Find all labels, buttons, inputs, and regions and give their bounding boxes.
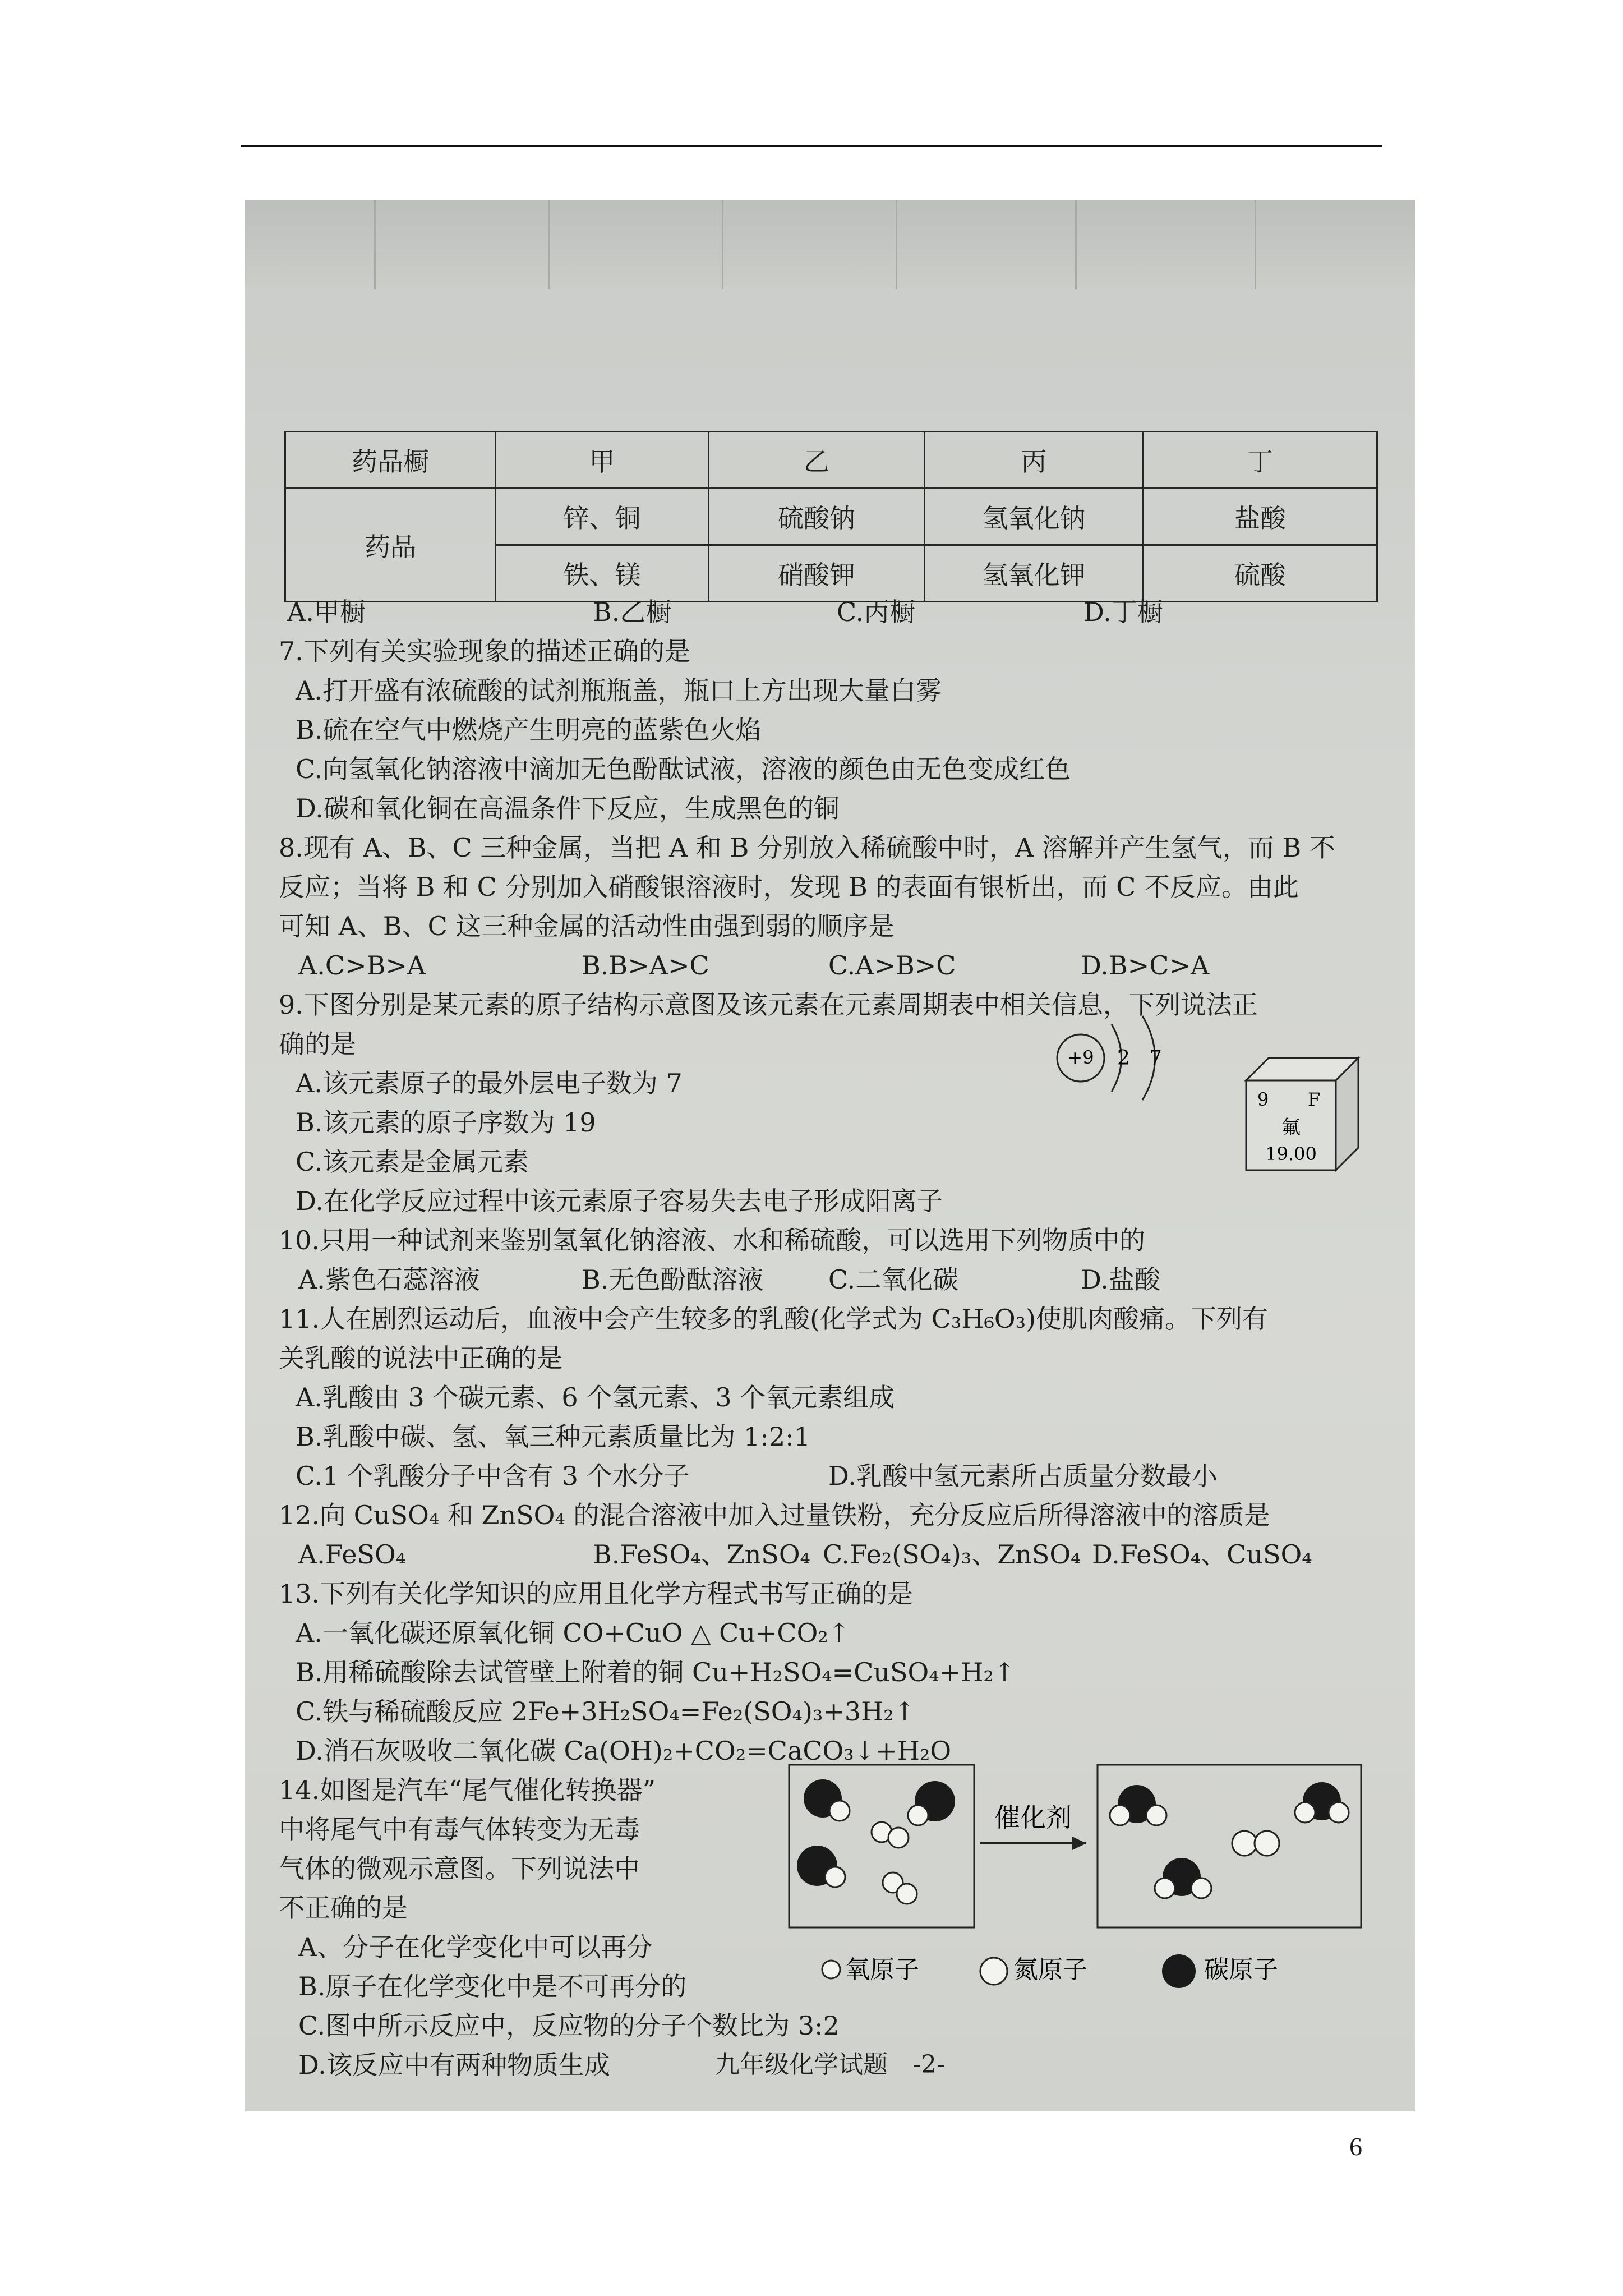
atomic-mass: 19.00: [1265, 1143, 1317, 1165]
q7-option-a: A.打开盛有浓硫酸的试剂瓶瓶盖，瓶口上方出现大量白雾: [296, 675, 942, 706]
q12-option-b: B.FeSO₄、ZnSO₄: [593, 1539, 810, 1570]
q11-stem-line: 关乳酸的说法中正确的是: [279, 1343, 562, 1373]
medicine-cabinet-table: [284, 431, 1378, 602]
q9-option-a: A.该元素原子的最外层电子数为 7: [296, 1068, 683, 1098]
q12-option-d: D.FeSO₄、CuSO₄: [1092, 1539, 1312, 1570]
table-cell: 丙: [925, 432, 1144, 489]
top-rule: [241, 145, 1382, 147]
legend-oxygen: 氧原子: [845, 1955, 919, 1984]
q9-stem-line: 确的是: [279, 1029, 356, 1059]
atom-structure-diagram: [1047, 1002, 1193, 1114]
table-cell: 药品橱: [285, 432, 496, 489]
q14-stem-line: 14.如图是汽车“尾气催化转换器”: [279, 1775, 656, 1805]
q8-option-a: A.C>B>A: [298, 950, 426, 981]
q12-option-c: C.Fe₂(SO₄)₃、ZnSO₄: [823, 1539, 1081, 1570]
q14-stem-line: 气体的微观示意图。下列说法中: [279, 1853, 640, 1884]
table-cell: 氢氧化钠: [925, 489, 1144, 545]
catalyst-label: 催化剂: [994, 1802, 1072, 1833]
q14-option-b: B.原子在化学变化中是不可再分的: [298, 1971, 687, 2001]
element-symbol: F: [1308, 1089, 1321, 1110]
q8-option-d: D.B>C>A: [1081, 950, 1210, 981]
nucleus-charge: +9: [1067, 1047, 1094, 1068]
q6-option-c: C.丙橱: [837, 597, 916, 627]
q6-option-a: A.甲橱: [287, 597, 366, 627]
q8-option-c: C.A>B>C: [828, 950, 956, 981]
q7-stem: 7.下列有关实验现象的描述正确的是: [279, 636, 690, 666]
carbon-atom-icon: [1162, 1954, 1196, 1988]
scanned-exam-photo: [245, 200, 1415, 2111]
q10-option-a: A.紫色石蕊溶液: [298, 1264, 480, 1295]
q7-option-c: C.向氢氧化钠溶液中滴加无色酚酞试液，溶液的颜色由无色变成红色: [296, 754, 1071, 784]
table-cell: 硫酸钠: [709, 489, 925, 545]
q9-stem-line: 9.下图分别是某元素的原子结构示意图及该元素在元素周期表中相关信息，下列说法正: [279, 990, 1258, 1020]
table-row: [285, 489, 1377, 545]
nitrogen-atom-icon: [980, 1958, 1007, 1985]
q13-option-a: A.一氧化碳还原氧化铜 CO+CuO △ Cu+CO₂↑: [296, 1618, 850, 1648]
table-cell: 硫酸: [1144, 545, 1377, 602]
page-number: 6: [1349, 2132, 1362, 2161]
q11-option-a: A.乳酸由 3 个碳元素、6 个氢元素、3 个氧元素组成: [296, 1382, 895, 1412]
q11-option-b: B.乳酸中碳、氢、氧三种元素质量比为 1:2:1: [296, 1421, 810, 1452]
table-header-row: [285, 432, 1377, 489]
q8-stem-line: 反应；当将 B 和 C 分别加入硝酸银溶液时，发现 B 的表面有银析出，而 C 不反应。由此: [279, 872, 1299, 902]
q11-stem-line: 11.人在剧烈运动后，血液中会产生较多的乳酸(化学式为 C₃H₆O₃)使肌肉酸痛。下列有: [279, 1304, 1269, 1334]
q9-option-d: D.在化学反应过程中该元素原子容易失去电子形成阳离子: [296, 1186, 943, 1216]
q9-option-b: B.该元素的原子序数为 19: [296, 1107, 596, 1138]
q11-option-c: C.1 个乳酸分子中含有 3 个水分子: [296, 1461, 690, 1491]
q6-option-b: B.乙橱: [593, 597, 672, 627]
legend-carbon: 碳原子: [1204, 1955, 1278, 1984]
q8-option-b: B.B>A>C: [582, 950, 709, 981]
oxygen-atom-icon: [822, 1961, 840, 1978]
table-cell: 乙: [709, 432, 925, 489]
table-cell: 锌、铜: [496, 489, 709, 545]
table-cell: 丁: [1144, 432, 1377, 489]
q12-stem: 12.向 CuSO₄ 和 ZnSO₄ 的混合溶液中加入过量铁粉，充分反应后所得溶液中的溶质是: [279, 1500, 1270, 1530]
table-cell: 硝酸钾: [709, 545, 925, 602]
q8-stem-line: 8.现有 A、B、C 三种金属，当把 A 和 B 分别放入稀硫酸中时，A 溶解并产生氢气，而 B 不: [279, 832, 1335, 863]
periodic-table-cell: [1241, 1052, 1364, 1176]
q10-option-c: C.二氧化碳: [828, 1264, 959, 1295]
q13-option-b: B.用稀硫酸除去试管壁上附着的铜 Cu+H₂SO₄=CuSO₄+H₂↑: [296, 1657, 1016, 1687]
q13-option-d: D.消石灰吸收二氧化碳 Ca(OH)₂+CO₂=CaCO₃↓+H₂O: [296, 1736, 952, 1766]
q11-option-d: D.乳酸中氢元素所占质量分数最小: [828, 1461, 1218, 1491]
q6-option-d: D.丁橱: [1083, 597, 1163, 627]
faded-header-strip: [245, 200, 1415, 289]
q14-option-a: A、分子在化学变化中可以再分: [298, 1932, 653, 1962]
exam-footer: 九年级化学试题 -2-: [715, 2050, 945, 2079]
element-name: 氟: [1281, 1116, 1301, 1139]
catalytic-converter-diagram: [783, 1759, 1372, 2017]
q13-stem: 13.下列有关化学知识的应用且化学方程式书写正确的是: [279, 1579, 914, 1609]
q13-option-c: C.铁与稀硫酸反应 2Fe+3H₂SO₄=Fe₂(SO₄)₃+3H₂↑: [296, 1696, 916, 1727]
q10-option-d: D.盐酸: [1081, 1264, 1160, 1295]
table-cell: 氢氧化钾: [925, 545, 1144, 602]
shell-1-electrons: 2: [1117, 1047, 1130, 1070]
shell-2-electrons: 7: [1149, 1047, 1162, 1070]
legend-nitrogen: 氮原子: [1013, 1955, 1087, 1984]
q7-option-d: D.碳和氧化铜在高温条件下反应，生成黑色的铜: [296, 793, 840, 823]
q14-stem-line: 不正确的是: [279, 1893, 408, 1923]
table-cell: 铁、镁: [496, 545, 709, 602]
q10-option-b: B.无色酚酞溶液: [582, 1264, 764, 1295]
q10-stem: 10.只用一种试剂来鉴别氢氧化钠溶液、水和稀硫酸，可以选用下列物质中的: [279, 1225, 1146, 1255]
q14-stem-line: 中将尾气中有毒气体转变为无毒: [279, 1814, 640, 1844]
atomic-number: 9: [1257, 1089, 1269, 1110]
table-cell: 甲: [496, 432, 709, 489]
q8-stem-line: 可知 A、B、C 这三种金属的活动性由强到弱的顺序是: [279, 911, 895, 941]
table-row-label: 药品: [285, 489, 496, 602]
q14-option-d: D.该反应中有两种物质生成: [298, 2050, 610, 2080]
q9-option-c: C.该元素是金属元素: [296, 1147, 529, 1177]
q7-option-b: B.硫在空气中燃烧产生明亮的蓝紫色火焰: [296, 715, 762, 745]
q14-option-c: C.图中所示反应中，反应物的分子个数比为 3:2: [298, 2010, 840, 2041]
q12-option-a: A.FeSO₄: [298, 1539, 407, 1570]
table-cell: 盐酸: [1144, 489, 1377, 545]
